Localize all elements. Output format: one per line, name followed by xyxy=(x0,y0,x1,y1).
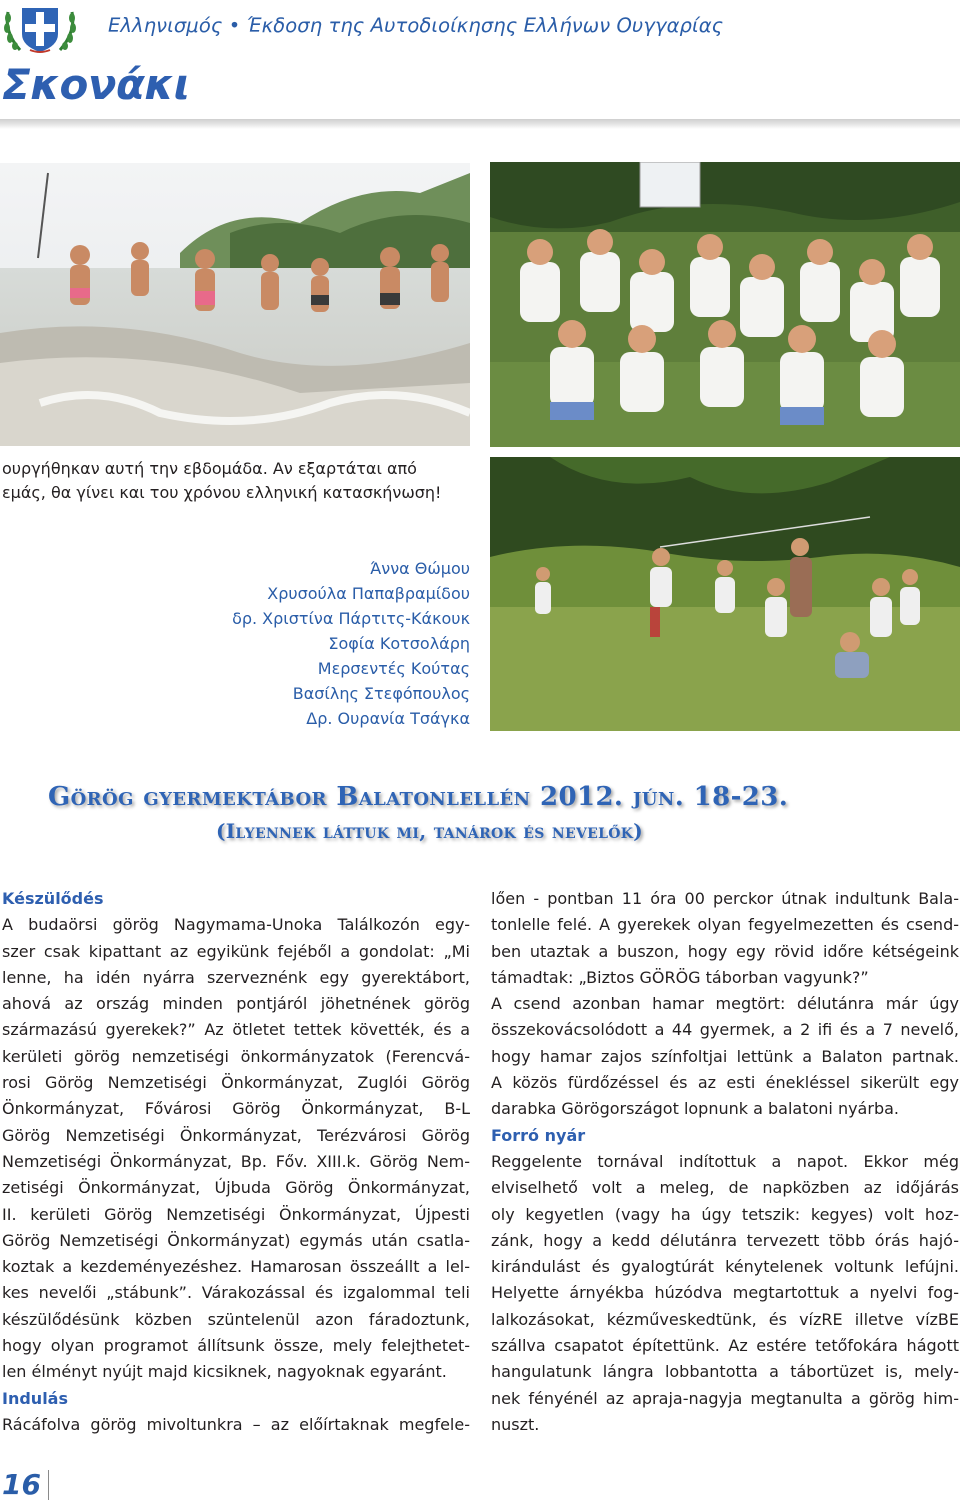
greek-closing-paragraph xyxy=(2,457,472,505)
signature-name: Βασίλης Στεφόπουλος xyxy=(292,684,470,703)
subheading: Forró nyár xyxy=(491,1125,586,1145)
greek-closing-line: ουργήθηκαν αυτή την εβδομάδα. Αν εξαρτάται από xyxy=(2,459,417,478)
paragraph-line: Rácáfolva görög mivoltunkra – az előírtaknak megfele- xyxy=(2,1414,470,1434)
greek-cross-laurel-emblem-icon xyxy=(2,2,78,54)
signature-name: Χρυσούλα Παπαβραμίδου xyxy=(267,584,470,603)
paragraph-line: nek fényénél az apraja-nagyja megtanulta a görög him- xyxy=(491,1388,959,1408)
greek-closing-line: εμάς, θα γίνει και του χρόνου ελληνική κατασκήνωση! xyxy=(2,483,442,502)
paragraph-line: kes nevelői „stábunk”. Várakozással és izgalommal teli xyxy=(2,1283,470,1303)
signature-name: δρ. Χριστίνα Πάρτιτς-Κάκουκ xyxy=(232,609,470,628)
signature-name: Άννα Θώμου xyxy=(370,559,470,578)
paragraph-line: koztak a kezdeményezéshez. Hamarosan összeállt a lel- xyxy=(2,1257,470,1277)
paragraph-line: Nemzetiségi Önkormányzat, Bp. Főv. XIII.k. Görög Nem- xyxy=(2,1151,470,1171)
paragraph-line: szállva csapatot építettünk. Az estére tetőfokára hágott xyxy=(491,1336,959,1356)
article-right-column xyxy=(491,886,959,1438)
paragraph-line: Reggelente tornával indítottuk a napot. Ekkor még xyxy=(491,1151,959,1171)
paragraph-line: szer csak kipattant az egyikünk fejéből a gondolat: „Mi xyxy=(2,941,470,961)
paragraph-line: összekovácsolódott a 44 gyermek, a 2 ifi és a 7 nevelő, xyxy=(491,1020,959,1040)
article-subheadline: (Ilyennek láttuk mi, tanárok és nevelők) xyxy=(216,819,643,843)
paragraph-line: zánk, hogy a kedd délutánra tervezett több órás hajó- xyxy=(491,1230,959,1250)
paragraph-line: hogy olyan programot állítsunk össze, mely felejthetet- xyxy=(2,1336,470,1356)
paragraph-line: A csend azonban hamar megtört: délutánra már úgy xyxy=(491,994,959,1014)
paragraph-line: Önkormányzat, Fővárosi Görög Önkormányzat, B-L xyxy=(2,1099,470,1119)
paragraph-line: ahová az ország minden pontjáról jöhetnének görög xyxy=(2,994,470,1014)
paragraph-line: darabka Görögországot lopnunk a balatoni nyárba. xyxy=(491,1099,899,1119)
paragraph-line: lenne, ha idén nyárra szerveznénk egy gyerektábort, xyxy=(2,967,470,987)
paragraph-line: kerületi görög nemzetiségi önkormányzatok (Ferencvá- xyxy=(2,1046,470,1066)
publication-title: Ελληνισμός • Έκδοση της Αυτοδιοίκησης Ελλήνων Ουγγαρίας xyxy=(108,14,724,37)
section-title: Σκονάκι xyxy=(2,60,190,109)
field-games-photo xyxy=(490,457,960,731)
paragraph-line: lalkozásokat, kézműveskedtünk, és vízRE illetve vízBE xyxy=(491,1309,959,1329)
article-headline: Görög gyermektábor Balatonlellén 2012. jún. 18-23. xyxy=(48,782,789,812)
paragraph-line: ben utaztak a buszon, hogy egy rövid időre kétségeink xyxy=(491,941,959,961)
paragraph-line: tonlelle felé. A gyerekek olyan fegyelmezetten és csend- xyxy=(491,915,959,935)
paragraph-line: A közös fürdőzéssel és az esti énekléssel sikerült egy xyxy=(491,1073,959,1093)
subheading: Készülődés xyxy=(2,889,104,908)
header-divider xyxy=(0,119,960,129)
paragraph-line: származású gyerekek?” Az ötletet tettek követték, és a xyxy=(2,1020,470,1040)
paragraph-line: elviselhető volt a meleg, de napközben az időjárás xyxy=(491,1178,959,1198)
page-number: 16 xyxy=(2,1468,41,1501)
paragraph-line: Helyette árnyékba húzódva megtartottuk a nyelvi fog- xyxy=(491,1283,959,1303)
paragraph-line: oly kegyetlen (vagy ha úgy tetszik: kegyes) volt hoz- xyxy=(491,1204,959,1224)
article-left-column xyxy=(2,886,470,1438)
seated-children-group-photo xyxy=(490,162,960,447)
paragraph-line: Görög Nemzetiségi Önkormányzat, Terézvárosi Görög xyxy=(2,1125,470,1145)
paragraph-line: II. kerületi Görög Nemzetiségi Önkormányzat, Újpesti xyxy=(2,1204,470,1224)
signature-name: Σοφία Κοτσολάρη xyxy=(328,634,470,653)
paragraph-line: A budaörsi görög Nagymama-Unoka Találkozón egy- xyxy=(2,915,470,935)
paragraph-line: hogy hamar zajos színfoltjai lettünk a Balaton partnak. xyxy=(491,1046,959,1066)
signature-list xyxy=(232,556,470,731)
paragraph-line: lően - pontban 11 óra 00 perckor útnak indultunk Bala- xyxy=(491,889,959,908)
subheading: Indulás xyxy=(2,1388,68,1408)
signature-name: Μερσεντές Κούτας xyxy=(317,659,470,678)
paragraph-line: zetiségi Önkormányzat, Újbuda Görög Önkormányzat, xyxy=(2,1178,470,1198)
paragraph-line: hangulatunk lángra lobbantotta a tábortüzet is, mely- xyxy=(491,1362,959,1382)
paragraph-line: kirándulást és gyalogtúrát kénytelenek voltunk lefújni. xyxy=(491,1257,959,1277)
paragraph-line: nuszt. xyxy=(491,1414,540,1434)
paragraph-line: támadtak: „Biztos GÖRÖG táborban vagyunk?” xyxy=(491,967,869,987)
paragraph-line: Görög Nemzetiségi Önkormányzat) egymás után csatla- xyxy=(2,1230,470,1250)
signature-name: Δρ. Ουρανία Τσάγκα xyxy=(306,709,470,728)
paragraph-line: rosi Görög Nemzetiségi Önkormányzat, Zuglói Görög xyxy=(2,1073,470,1093)
page-number-divider xyxy=(48,1470,49,1500)
paragraph-line: készülődésünk közben szüntelenül azon fáradoztunk, xyxy=(2,1309,470,1329)
beach-children-running-photo xyxy=(0,163,470,446)
paragraph-line: len élményt nyújt majd kicsiknek, nagyoknak egyaránt. xyxy=(2,1362,447,1382)
